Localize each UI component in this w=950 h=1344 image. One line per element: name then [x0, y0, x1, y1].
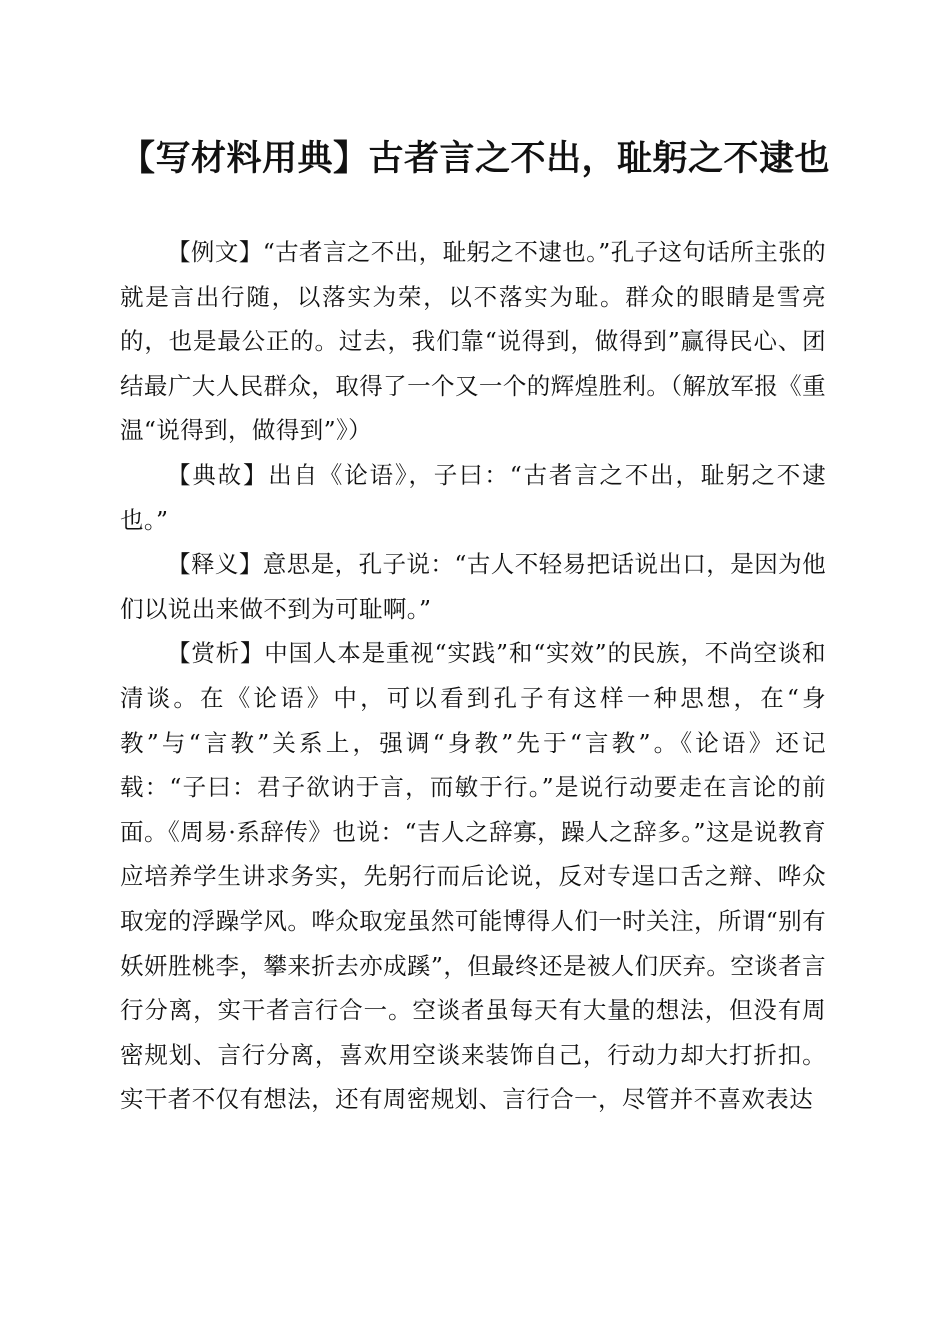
paragraph-text: 出自《论语》，子曰：“古者言之不出，耻躬之不逮也。”: [120, 460, 826, 534]
section-tag-explanation: 【释义】: [167, 550, 263, 579]
paragraph-text: 中国人本是重视“实践”和“实效”的民族，不尚空谈和清谈。在《论语》中，可以看到孔子有这样一种思想，在“身教”与“言教”关系上，强调“身教”先于“言教”。《论语》还记载：“子曰：君子欲讷于言，而敏于行。”是说行动要走在言论的前面。《周易·系辞传》也说：“吉人之辞寡，躁人之辞多。”这是说教育应培养学生讲求务实，先躬行而后论说，反对专逞口舌之辩、哗众取宠的浮躁学风。哗众取宠虽然可能博得人们一时关注，所谓“别有妖妍胜桃李，攀来折去亦成蹊”，但最终还是被人们厌弃。空谈者言行分离，实干者言行合一。空谈者虽每天有大量的想法，但没有周密规划、言行分离，喜欢用空谈来装饰自己，行动力却大打折扣。实干者不仅有想法，还有周密规划、言行合一，尽管并不喜欢表达: [120, 639, 826, 1114]
paragraph-example: [120, 230, 826, 453]
paragraph-text: 意思是，孔子说：“古人不轻易把话说出口，是因为他们以说出来做不到为可耻啊。”: [120, 550, 826, 623]
paragraph-text: “古者言之不出，耻躬之不逮也。”孔子这句话所主张的就是言出行随，以落实为荣，以不落实为耻。群众的眼睛是雪亮的，也是最公正的。过去，我们靠“说得到，做得到”赢得民心、团结最广大人民群众，取得了一个又一个的辉煌胜利。（解放军报《重温“说得到，做得到”》）: [120, 238, 826, 445]
document-body: [120, 230, 826, 1122]
paragraph-allusion: [120, 453, 826, 542]
document-title: 【写材料用典】古者言之不出，耻躬之不逮也: [119, 138, 830, 179]
section-tag-analysis: 【赏析】: [167, 639, 265, 668]
section-tag-example: 【例文】: [167, 238, 263, 266]
paragraph-analysis: [120, 631, 826, 1122]
section-tag-allusion: 【典故】: [167, 460, 269, 489]
paragraph-explanation: [120, 542, 826, 631]
